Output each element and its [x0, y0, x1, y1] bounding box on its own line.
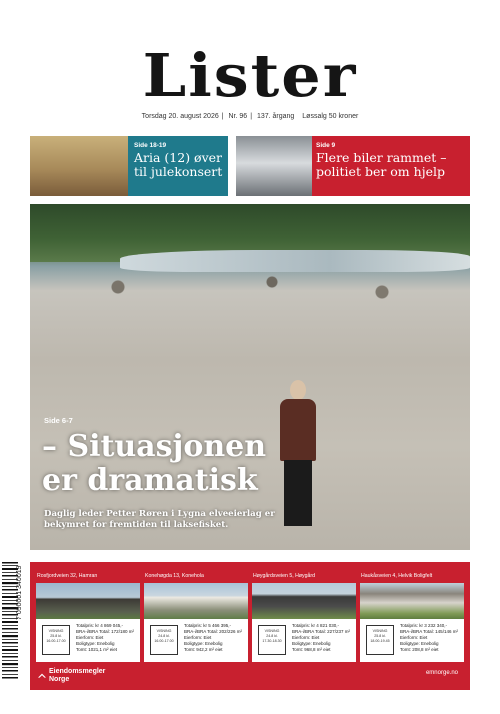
listing-photo — [252, 583, 356, 619]
viewing-box: VISNING 25.8 kl. 16.00-17.00 — [42, 625, 70, 655]
listing-photo — [36, 583, 140, 619]
listing-details: Totalpris: kr 5 466 395,- BRA-i/BRA Total: 202/226 m² Eierform: Eiet Boligtype: Enebolig Tomt: 942,2 m² eiet — [184, 623, 242, 652]
listing-card[interactable] — [36, 570, 140, 662]
listing-address: Høygårdsveien 5, Høygård — [252, 570, 356, 583]
newspaper-title: Lister — [142, 40, 358, 111]
agency-logo[interactable] — [38, 668, 109, 684]
publication-date: Torsdag 20. august 2026 — [141, 113, 219, 120]
viewing-box: VISNING 24.8 kl. 17.30-18.30 — [258, 625, 286, 655]
teaser-photo-car — [236, 136, 312, 196]
listing-details: Totalpris: kr 3 232 340,- BRA-i/BRA Total: 145/146 m² Eierform: Eiet Boligtype: Enebolig Tomt: 208,8 m² eiet — [400, 623, 458, 652]
photo-rocks — [30, 262, 470, 312]
listing-details: Totalpris: kr 4 821 030,- BRA-i/BRA Total: 227/237 m² Eierform: Eiet Boligtype: Enebolig Tomt: 968,8 m² eiet — [292, 623, 350, 652]
masthead — [0, 40, 500, 112]
teaser-headline: Aria (12) øver til julekonsert — [134, 150, 223, 179]
main-photo-riverbed — [30, 204, 470, 550]
listing-address: Rosfjordveien 32, Hamran — [36, 570, 140, 583]
teaser-concert[interactable] — [30, 136, 228, 196]
listing-photo — [360, 583, 464, 619]
barcode-number: 7 090001 340019 — [16, 565, 23, 620]
teaser-cars[interactable] — [236, 136, 470, 196]
main-kicker: Side 6-7 — [44, 416, 73, 425]
teaser-kicker: Side 18-19 — [134, 142, 167, 149]
listing-card[interactable] — [252, 570, 356, 662]
listing-address: Konehøgda 13, Konehola — [144, 570, 248, 583]
agency-logo-icon — [38, 672, 46, 680]
agency-name: Eiendomsmegler Norge — [49, 668, 106, 683]
main-deck: Daglig leder Petter Røren i Lygna elveeierlag er bekymret for fremtiden til laksefisket. — [44, 509, 275, 530]
agency-url[interactable]: emnorge.no — [425, 670, 458, 676]
teaser-photo-singer — [30, 136, 128, 196]
listing-address: Haukåsveien 4, Helvik Boligfelt — [360, 570, 464, 583]
teaser-headline: Flere biler rammet – politiet ber om hjelp — [316, 150, 447, 179]
price: Løssalg 50 kroner — [302, 113, 359, 120]
photo-person — [278, 380, 318, 530]
volume: 137. årgang — [256, 113, 295, 120]
viewing-box: VISNING 25.8 kl. 18.00-19.45 — [366, 625, 394, 655]
listing-photo — [144, 583, 248, 619]
viewing-box: VISNING 24.8 kl. 16.00-17.00 — [150, 625, 178, 655]
dateline: Torsdag 20. august 2026 | Nr. 96 | 137. årgang Løssalg 50 kroner — [141, 113, 359, 120]
listing-card[interactable] — [144, 570, 248, 662]
main-headline[interactable] — [42, 430, 272, 498]
teaser-kicker: Side 9 — [316, 142, 336, 149]
main-headline-text: – Situasjonen er dramatisk — [42, 429, 267, 498]
listing-details: Totalpris: kr 4 869 045,- BRA-i/BRA Total: 172/180 m² Eierform: Eiet Boligtype: Enebolig Tomt: 1021,1 m² eiet — [76, 623, 134, 652]
issue-number: Nr. 96 — [228, 113, 248, 120]
listing-card[interactable] — [360, 570, 464, 662]
real-estate-ad[interactable] — [30, 562, 470, 690]
